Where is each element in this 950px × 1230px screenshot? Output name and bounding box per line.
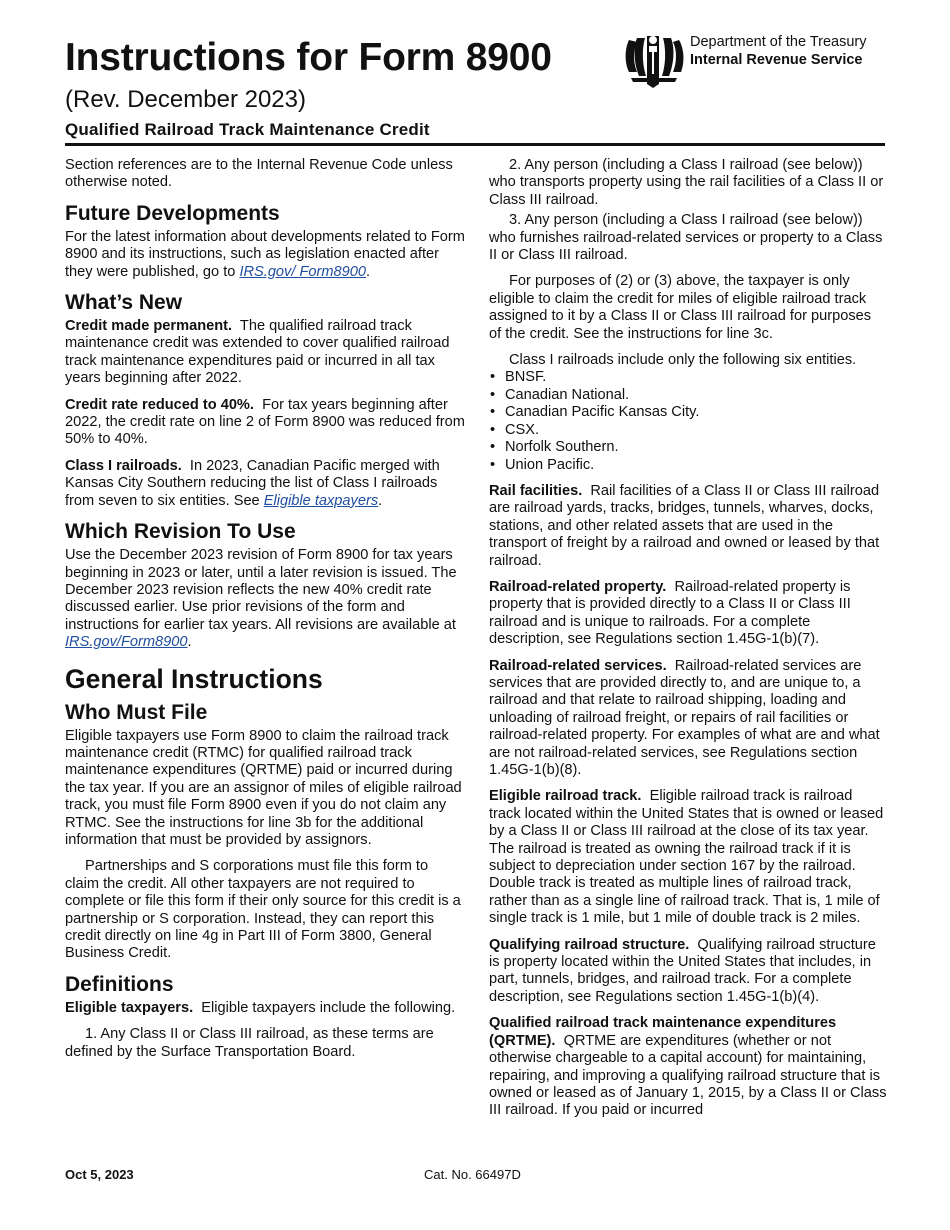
which-revision-paragraph: Use the December 2023 revision of Form 8900 for tax years beginning in 2023 or later, until a later revision is issued. The December 2023 revision reflects the new 40% credit rate discussed earlier. Use prior revisions of the form and instructions for earlier tax years. All revisions are available at IRS.gov/Form8900.: [65, 547, 457, 651]
list-item: • Norfolk Southern.: [489, 439, 887, 456]
eligible-item-3: 3. Any person (including a Class I railroad (see below)) who furnishes railroad-related services or property to a Class II or Class III railroad.: [489, 212, 883, 264]
credit-rate-paragraph: [65, 397, 465, 449]
railroad-services-paragraph: [489, 658, 887, 780]
who-must-file-paragraph: Eligible taxpayers use Form 8900 to claim the railroad track maintenance credit (RTMC) for qualified railroad track maintenance expenditures (QRTME) paid or incurred during the tax year. If you are an assignor of miles of eligible railroad track, you must file Form 8900 even if you do not claim any RTMC. See the instructions for line 3b for the additional information that must be provided by assignors.: [65, 727, 462, 848]
partnerships-paragraph: Partnerships and S corporations must file this form to claim the credit. All other taxpayers are not required to complete or file this form if their only source for this credit is a partnership or S corporation. Instead, they can report this credit directly on line 4g in Part III of Form 3800, General Business Credit.: [65, 858, 461, 962]
definitions-heading: Definitions: [65, 972, 174, 996]
credit-permanent-text: The qualified railroad track maintenance credit was extended to cover qualified railroad track maintenance expenditures paid or incurred in all tax years beginning after 2022.: [65, 318, 450, 387]
class1-paragraph: Class I railroads. In 2023, Canadian Pacific merged with Kansas City Southern reducing the list of Class I railroads from seven to six entities. See Eligible taxpayers.: [65, 457, 440, 509]
class1-intro: Class I railroads include only the following six entities.: [509, 352, 857, 369]
irs-form8900-link-2[interactable]: IRS.gov/Form8900: [65, 634, 188, 651]
list-item: • Canadian Pacific Kansas City.: [489, 404, 887, 421]
eligible-track-paragraph: [489, 788, 887, 927]
qrtme-text: QRTME are expenditures (whether or not otherwise chargeable to a capital account) for maintaining, repairing, and improving a qualifying railroad structure that is owned or leased as of January 1, 2015, by a Class II or Class III railroad. If you paid or incurred: [489, 1032, 887, 1119]
agency-block: [623, 32, 893, 92]
document-title: Instructions for Form 8900: [65, 36, 552, 79]
eligible-taxpayers-lead: Eligible taxpayers.: [65, 999, 194, 1016]
intro-paragraph: Section references are to the Internal Revenue Code unless otherwise noted.: [65, 157, 453, 191]
eligible-item-2: 2. Any person (including a Class I railroad (see below)) who transports property using the rail facilities of a Class II or Class III railroad.: [489, 157, 884, 208]
future-developments-paragraph: For the latest information about developments related to Form 8900 and its instructions, such as legislation enacted after they were published, go to IRS.gov/ Form8900.: [65, 228, 465, 280]
whats-new-heading: What’s New: [65, 291, 183, 315]
eligible-taxpayers-text: Eligible taxpayers include the following.: [201, 999, 456, 1016]
irs-form8900-link[interactable]: IRS.gov/ Form8900: [239, 263, 366, 280]
who-must-file-heading: Who Must File: [65, 700, 208, 724]
catalog-number: Cat. No. 66497D: [424, 1167, 521, 1182]
list-item: • CSX.: [489, 422, 887, 439]
revision-date: (Rev. December 2023): [65, 86, 306, 113]
future-developments-text: For the latest information about developments related to Form 8900 and its instructions, such as legislation enacted after they were published, go to: [65, 228, 465, 280]
eligible-taxpayers-link[interactable]: Eligible taxpayers: [263, 492, 379, 509]
railroad-property-text: Railroad-related property is property that is provided directly to a Class II or Class III railroad and is unique to railroads. For a complete description, see Regulations section 1.45G-1(b)(7).: [489, 578, 851, 648]
class1-lead: Class I railroads.: [65, 457, 182, 474]
credit-permanent-paragraph: [65, 318, 465, 388]
eligible-track-text: Eligible railroad track is railroad track located within the United States that is owned or leased by a Class II or Class III railroad at the close of its tax year. The railroad is treated as owning the railroad track if it is subject to depreciation under section 167 by the railroad. Double track is treated as multiple lines of railroad track, rather than as a single line of railroad track. That is, 1 mile of single track is 1 mile, but 1 mile of double track is 2 miles.: [489, 788, 884, 927]
railroad-services-lead: Railroad-related services.: [489, 657, 667, 674]
qualifying-structure-paragraph: [489, 937, 887, 1007]
railroad-services-text: Railroad-related services are services that are provided directly to, and are unique to, a railroad and that relate to railroad shipping, loading and unloading of railroad freight, or repairs of rail facilities or railroad-related property. For examples of what are and what are not railroad-related services, see Regulations section 1.45G-1(b)(8).: [489, 657, 880, 778]
railroad-property-paragraph: [489, 579, 887, 649]
header-rule: [65, 143, 885, 146]
irs-eagle-logo-icon: [623, 32, 685, 90]
credit-permanent-lead: Credit made permanent.: [65, 318, 233, 335]
list-item: • Canadian National.: [489, 387, 887, 404]
general-instructions-heading: General Instructions: [65, 663, 323, 694]
eligible-item-1: 1. Any Class II or Class III railroad, as these terms are defined by the Surface Transportation Board.: [65, 1026, 434, 1060]
agency-name: Internal Revenue Service: [690, 52, 863, 68]
footer-date: Oct 5, 2023: [65, 1167, 134, 1182]
rail-facilities-paragraph: [489, 483, 887, 570]
eligible-track-lead: Eligible railroad track.: [489, 788, 642, 805]
purposes-paragraph: For purposes of (2) or (3) above, the taxpayer is only eligible to claim the credit for miles of eligible railroad track assigned to it by a Class II or Class III railroad for purposes of the credit. See the instructions for line 3c.: [489, 273, 872, 342]
future-developments-heading: Future Developments: [65, 201, 280, 225]
rail-facilities-text: Rail facilities of a Class II or Class III railroad are railroad yards, tracks, bridges, tunnels, wharves, docks, stations, and other related assets that are used in the transport of freight by a railroad and owned or leased by that railroad.: [489, 482, 880, 569]
which-revision-text: Use the December 2023 revision of Form 8900 for tax years beginning in 2023 or later, until a later revision is issued. The December 2023 revision reflects the new 40% credit rate discussed earlier. Use prior revisions of the form and instructions for earlier tax years. All revisions are available at: [65, 547, 457, 633]
left-column: [65, 157, 465, 1070]
department-name: Department of the Treasury: [690, 34, 867, 50]
class1-text: In 2023, Canadian Pacific merged with Kansas City Southern reducing the list of Class I railroads from seven to six entities. See: [65, 457, 440, 509]
credit-rate-lead: Credit rate reduced to 40%.: [65, 396, 254, 413]
class1-railroad-list: [489, 369, 887, 473]
which-revision-heading: Which Revision To Use: [65, 520, 296, 544]
qualifying-structure-text: Qualifying railroad structure is property located within the United States that includes, in part, tunnels, bridges, and railroad track. For a complete description, see Regulations section 1.45G-1(b)(4).: [489, 936, 876, 1005]
credit-rate-text: For tax years beginning after 2022, the credit rate on line 2 of Form 8900 was reduced from 50% to 40%.: [65, 396, 465, 448]
qrtme-paragraph: [489, 1015, 887, 1119]
rail-facilities-lead: Rail facilities.: [489, 482, 583, 499]
qrtme-lead: Qualified railroad track maintenance expenditures (QRTME).: [489, 1015, 837, 1049]
list-item: • BNSF.: [489, 369, 887, 386]
qualifying-structure-lead: Qualifying railroad structure.: [489, 936, 690, 953]
right-column: [489, 157, 887, 1129]
document-subtitle: Qualified Railroad Track Maintenance Credit: [65, 120, 430, 139]
eligible-taxpayers-paragraph: [65, 1000, 465, 1017]
list-item: • Union Pacific.: [489, 457, 887, 474]
railroad-property-lead: Railroad-related property.: [489, 578, 667, 595]
